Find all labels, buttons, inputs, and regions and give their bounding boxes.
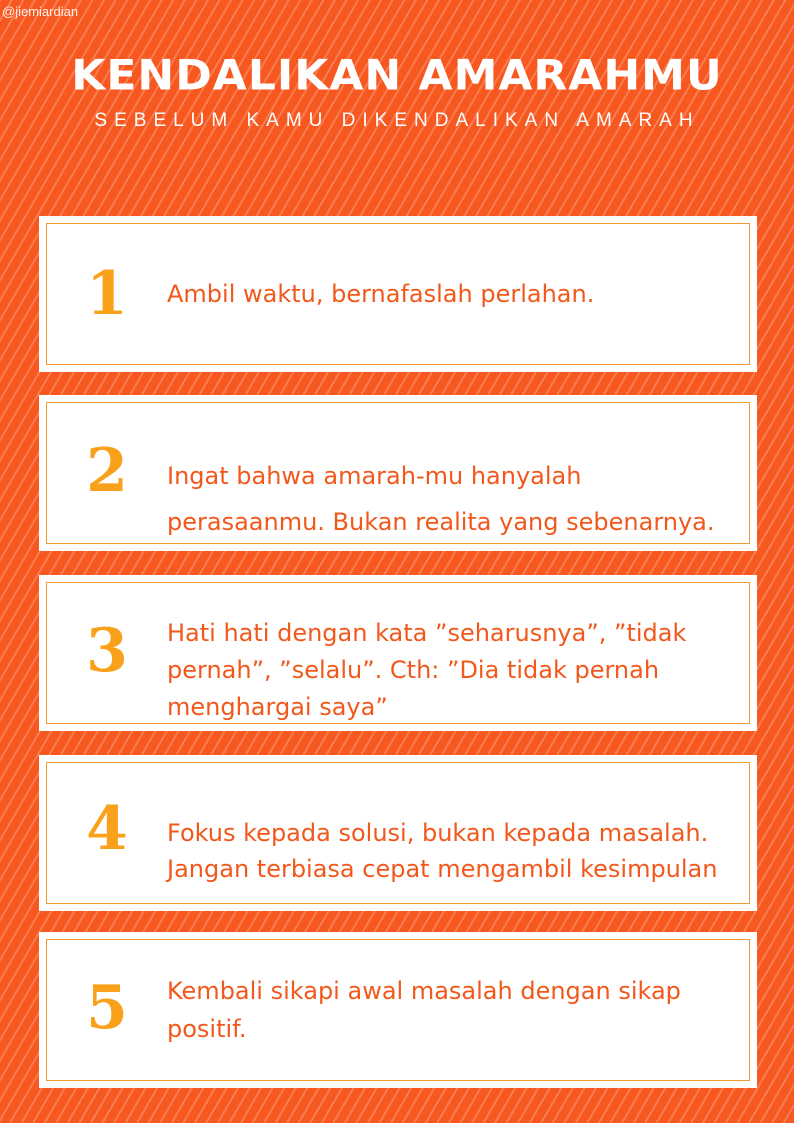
tip-number: 4 bbox=[86, 794, 128, 864]
tip-number: 3 bbox=[86, 616, 128, 686]
tip-card-2 bbox=[39, 395, 757, 551]
tip-card-1 bbox=[39, 216, 757, 372]
watermark: @jiemiardian bbox=[2, 4, 79, 19]
tip-text: Ambil waktu, bernafaslah perlahan. bbox=[167, 280, 595, 308]
page-subtitle: SEBELUM KAMU DIKENDALIKAN AMARAH bbox=[94, 110, 700, 131]
tip-text: Fokus kepada solusi, bukan kepada masalah. Jangan terbiasa cepat mengambil kesimpulan bbox=[167, 819, 718, 883]
tip-text: Hati hati dengan kata ”seharusnya”, ”tidak pernah”, ”selalu”. Cth: ”Dia tidak pernah menghargai saya” bbox=[167, 619, 687, 721]
tip-card-5 bbox=[39, 932, 757, 1088]
tip-text: Ingat bahwa amarah-mu hanyalah perasaanmu. Bukan realita yang sebenarnya. bbox=[167, 462, 715, 536]
tip-text: Kembali sikapi awal masalah dengan sikap positif. bbox=[167, 977, 681, 1043]
page-title: KENDALIKAN AMARAHMU bbox=[71, 51, 723, 100]
tip-number: 1 bbox=[86, 259, 128, 329]
tip-number: 5 bbox=[86, 973, 128, 1043]
tip-card-4 bbox=[39, 755, 757, 911]
tip-card-3 bbox=[39, 575, 757, 731]
tip-number: 2 bbox=[86, 436, 128, 506]
